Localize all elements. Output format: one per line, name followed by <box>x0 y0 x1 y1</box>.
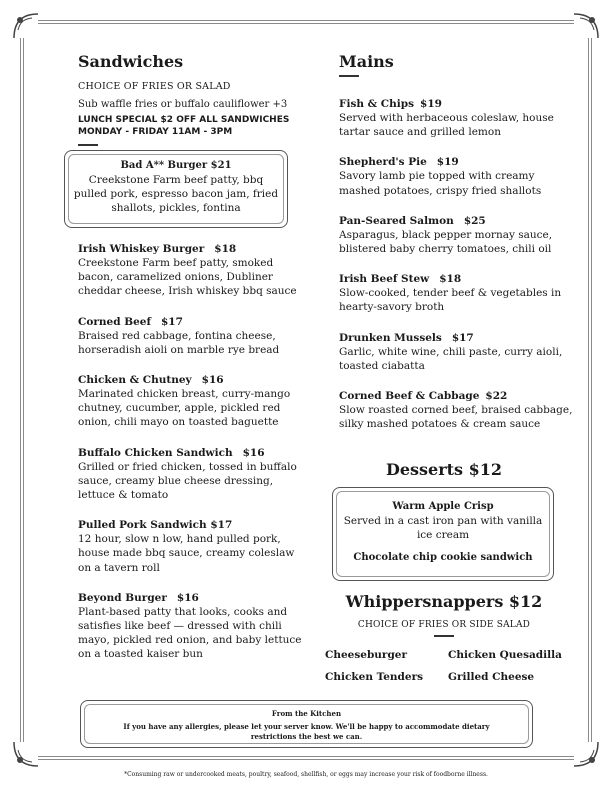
item-desc: Slow roasted corned beef, braised cabbage, silky mashed potatoes & cream sauce <box>339 404 573 431</box>
menu-item <box>78 242 302 299</box>
featured-burger-desc: Creekstone Farm beef patty, bbq pulled pork, espresso bacon jam, fried shallots, pickles, fontina <box>73 174 279 214</box>
item-desc: Savory lamb pie topped with creamy mashed potatoes, crispy fried shallots <box>339 170 542 197</box>
sandwich-list <box>78 242 302 678</box>
menu-item <box>78 315 302 357</box>
item-desc: Creekstone Farm beef patty, smoked bacon, caramelized onions, Dubliner cheddar cheese, Irish whiskey bbq sauce <box>78 257 297 298</box>
kitchen-note: If you have any allergies, please let your server know. We'll be happy to accommodate dietary restrictions the best we can. <box>123 722 490 741</box>
corner-flourish-icon <box>10 738 42 770</box>
divider <box>434 635 454 637</box>
item-name: Pan-Seared Salmon <box>339 214 454 227</box>
item-price: $16 <box>201 374 224 387</box>
kids-title: Whippersnappers $12 <box>345 592 543 611</box>
item-name: Drunken Mussels <box>339 331 442 344</box>
item-desc: Braised red cabbage, fontina cheese, horseradish aioli on marble rye bread <box>78 329 280 356</box>
item-desc: Served with herbaceous coleslaw, house tartar sauce and grilled lemon <box>339 112 554 139</box>
item-desc: 12 hour, slow n low, hand pulled pork, house made bbq sauce, creamy coleslaw on a tavern roll <box>78 533 295 574</box>
menu-item <box>78 591 302 662</box>
kitchen-box <box>80 700 533 748</box>
menu-item <box>339 331 574 373</box>
item-price: $18 <box>214 243 237 255</box>
menu-item <box>78 446 302 503</box>
menu-item <box>339 155 574 197</box>
item-desc: Grilled or fried chicken, tossed in buffalo sauce, creamy blue cheese dressing, lettuce & tomato <box>78 460 297 502</box>
desserts-box <box>332 487 554 581</box>
dessert-name: Warm Apple Crisp <box>392 501 494 512</box>
corner-flourish-icon <box>10 10 42 42</box>
sandwiches-title: Sandwiches <box>78 52 184 71</box>
item-name: Corned Beef & Cabbage <box>339 390 480 403</box>
item-desc: Slow-cooked, tender beef & vegetables in hearty-savory broth <box>339 287 562 314</box>
item-desc: Plant-based patty that looks, cooks and satisfies like beef — dressed with chili mayo, pickled red onion, and baby lettuce on a toasted kaiser bun <box>78 605 302 661</box>
item-name: Irish Whiskey Burger <box>78 243 205 255</box>
item-price: $17 <box>160 315 183 328</box>
corner-flourish-icon <box>570 738 602 770</box>
desserts-title: Desserts $12 <box>385 460 503 479</box>
kids-choice: CHOICE OF FRIES OR SIDE SALAD <box>357 620 531 630</box>
item-price: $25 <box>463 214 486 227</box>
lunch-days: MONDAY - FRIDAY 11AM - 3PM <box>78 126 233 137</box>
mains-section <box>339 52 574 447</box>
item-price: $17 <box>210 519 233 532</box>
item-name: Corned Beef <box>78 315 151 328</box>
item-name: Fish & Chips <box>339 98 415 110</box>
item-price: $18 <box>439 273 462 286</box>
divider <box>78 144 98 146</box>
divider <box>339 75 359 77</box>
item-price: $17 <box>451 331 474 344</box>
menu-item <box>339 389 574 431</box>
item-price: $16 <box>176 591 199 604</box>
item-name: Pulled Pork Sandwich <box>78 519 207 532</box>
kids-item: Chicken Tenders <box>325 671 424 683</box>
item-name: Shepherd's Pie <box>339 156 427 169</box>
mains-title: Mains <box>339 52 394 71</box>
menu-item <box>339 97 574 139</box>
menu-item <box>339 272 574 314</box>
sandwiches-sub-note: Sub waffle fries or buffalo cauliflower +3 <box>78 99 288 110</box>
footnote: *Consuming raw or undercooked meats, poultry, seafood, shellfish, or eggs may increase your risk of foodborne illness. <box>124 771 488 778</box>
item-name: Beyond Burger <box>78 591 167 604</box>
item-desc: Marinated chicken breast, curry-mango chutney, cucumber, apple, pickled red onion, chili mayo on toasted baguette <box>78 388 291 429</box>
featured-burger-box <box>64 150 288 228</box>
menu-item <box>339 214 574 256</box>
corner-flourish-icon <box>570 10 602 42</box>
item-price: $19 <box>436 156 459 169</box>
menu-item <box>78 373 302 430</box>
kids-item: Grilled Cheese <box>448 671 535 683</box>
lunch-special: LUNCH SPECIAL $2 OFF ALL SANDWICHES <box>78 115 290 126</box>
item-name: Irish Beef Stew <box>339 273 430 286</box>
item-name: Buffalo Chicken Sandwich <box>78 446 233 459</box>
kids-item: Chicken Quesadilla <box>448 649 562 661</box>
dessert-name: Chocolate chip cookie sandwich <box>353 552 533 563</box>
menu-item <box>78 518 302 575</box>
dessert-desc: Served in a cast iron pan with vanilla ice cream <box>343 515 543 541</box>
item-price: $22 <box>485 390 508 403</box>
kitchen-title: From the Kitchen <box>271 709 342 718</box>
item-price: $16 <box>242 446 265 459</box>
featured-burger-name: Bad A** Burger $21 <box>120 160 232 171</box>
item-desc: Asparagus, black pepper mornay sauce, blistered baby cherry tomatoes, chili oil <box>339 228 553 256</box>
sandwiches-choice: CHOICE OF FRIES OR SALAD <box>78 81 231 92</box>
sandwiches-section <box>78 52 318 146</box>
item-name: Chicken & Chutney <box>78 374 192 387</box>
item-price: $19 <box>420 98 442 110</box>
item-desc: Garlic, white wine, chili paste, curry aioli, toasted ciabatta <box>339 345 563 372</box>
kids-item: Cheeseburger <box>325 649 408 661</box>
